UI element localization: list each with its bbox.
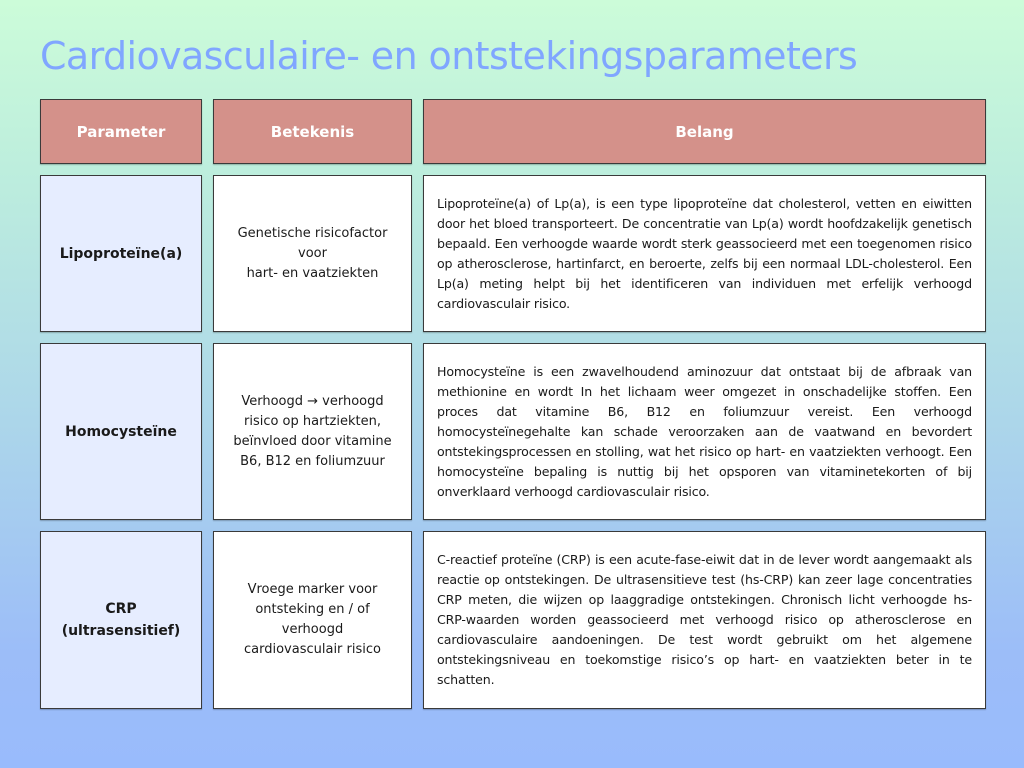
parameter-cell: Homocysteïne [40, 343, 202, 520]
header-betekenis: Betekenis [213, 99, 412, 164]
parameter-cell: CRP (ultrasensitief) [40, 531, 202, 709]
belang-text: Lipoproteïne(a) of Lp(a), is een type lipoproteïne dat cholesterol, vetten en eiwitten door het bloed transporteert. De concentratie van Lp(a) wordt hoofdzakelijk genetisch bepaald. Een verhoogde waarde wordt sterk geassocieerd met een toegenomen risico op atherosclerose, hartinfarct, en beroerte, zelfs bij een normaal LDL-cholesterol. Een Lp(a) meting helpt bij het identificeren van individuen met erfelijk verhoogd cardiovasculair risico. [437, 195, 972, 311]
betekenis-cell: Vroege marker voor ontsteking en / of verhoogd cardiovasculair risico [213, 531, 412, 709]
belang-cell [423, 343, 986, 520]
page-title: Cardiovasculaire- en ontstekingsparameters [40, 34, 858, 78]
betekenis-cell: Verhoogd → verhoogd risico op hartziekten, beïnvloed door vitamine B6, B12 en foliumzuur [213, 343, 412, 520]
parameter-cell: Lipoproteïne(a) [40, 175, 202, 332]
belang-text: C-reactief proteïne (CRP) is een acute-fase-eiwit dat in de lever wordt aangemaakt als reactie op ontstekingen. De ultrasensitieve test (hs-CRP) kan zeer lage concentraties CRP meten, die wijzen op laaggradige ontstekingen. Chronisch licht verhoogde hs-CRP-waarden worden geassocieerd met verhoogd risico op atherosclerose en cardiovasculaire aandoeningen. De test wordt gebruikt om het algemene ontstekingsniveau en toekomstige risico’s op hart- en vaatziekten beter in te schatten. [437, 552, 972, 687]
belang-cell [423, 175, 986, 332]
header-belang: Belang [423, 99, 986, 164]
header-parameter: Parameter [40, 99, 202, 164]
belang-text: Homocysteïne is een zwavelhoudend aminozuur dat ontstaat bij de afbraak van methionine en wordt In het lichaam weer omgezet in onschadelijke stoffen. Een proces dat vitamine B6, B12 en foliumzuur vereist. Een verhoogd homocysteïnegehalte kan schade veroorzaken aan de vaatwand en bevordert ontstekingsprocessen en stolling, wat het risico op hart- en vaatziekten verhoogt. Een homocysteïne bepaling is nuttig bij het opsporen van vitaminetekorten of bij onverklaard verhoogd cardiovasculair risico. [437, 363, 972, 499]
betekenis-cell: Genetische risicofactor voor hart- en vaatziekten [213, 175, 412, 332]
belang-cell [423, 531, 986, 709]
